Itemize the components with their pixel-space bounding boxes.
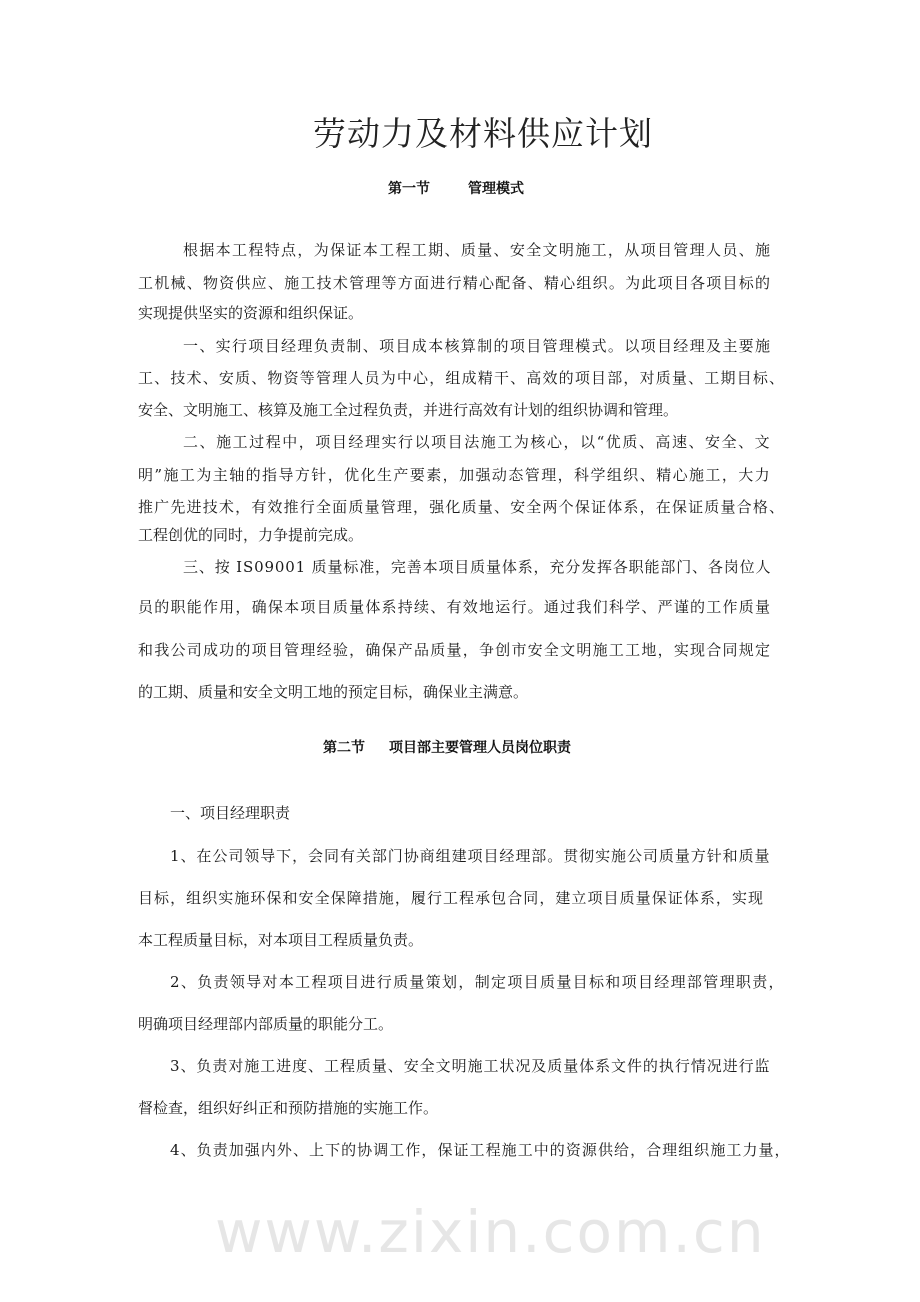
- paragraph-line: 本工程质量目标，对本项目工程质量负责。: [138, 931, 424, 949]
- paragraph-line: 1、在公司领导下，会同有关部门协商组建项目经理部。贯彻实施公司质量方针和质量: [170, 847, 771, 865]
- section-2-number: 第二节: [323, 740, 365, 756]
- paragraph-line: 员的职能作用，确保本项目质量体系持续、有效地运行。通过我们科学、严谨的工作质量: [138, 598, 772, 616]
- paragraph-line: 工机械、物资供应、施工技术管理等方面进行精心配备、精心组织。为此项目各项目标的: [138, 274, 772, 292]
- paragraph-line: 工程创优的同时，力争提前完成。: [138, 526, 364, 544]
- paragraph-line: 目标，组织实施环保和安全保障措施，履行工程承包合同，建立项目质量保证体系，实现: [138, 889, 765, 907]
- paragraph-line: 安全、文明施工、核算及施工全过程负责，并进行高效有计划的组织协调和管理。: [138, 401, 679, 419]
- paragraph-line: 3、负责对施工进度、工程质量、安全文明施工状况及质量体系文件的执行情况进行监: [170, 1057, 771, 1075]
- paragraph-line: 工、技术、安质、物资等管理人员为中心，组成精干、高效的项目部，对质量、工期目标、: [138, 369, 786, 387]
- section-1-number: 第一节: [388, 181, 430, 197]
- section-1-title: 管理模式: [468, 181, 524, 197]
- paragraph-line: 推广先进技术，有效推行全面质量管理，强化质量、安全两个保证体系，在保证质量合格、: [138, 498, 786, 516]
- paragraph-line: 的工期、质量和安全文明工地的预定目标，确保业主满意。: [138, 683, 529, 701]
- document-title: 劳动力及材料供应计划: [313, 114, 653, 153]
- paragraph-line: 三、按 IS09001 质量标准，完善本项目质量体系，充分发挥各职能部门、各岗位人: [183, 558, 772, 576]
- paragraph-line: 明确项目经理部内部质量的职能分工。: [138, 1015, 394, 1033]
- paragraph-line: 实现提供坚实的资源和组织保证。: [138, 304, 364, 322]
- paragraph-line: 4、负责加强内外、上下的协调工作，保证工程施工中的资源供给，合理组织施工力量，: [170, 1141, 791, 1159]
- section-2-title: 项目部主要管理人员岗位职责: [389, 740, 571, 756]
- subheading: 一、项目经理职责: [170, 804, 291, 822]
- watermark: www.zixin.com.cn: [215, 1198, 766, 1266]
- paragraph-line: 和我公司成功的项目管理经验，确保产品质量，争创市安全文明施工工地，实现合同规定: [138, 641, 772, 659]
- paragraph-line: 根据本工程特点，为保证本工程工期、质量、安全文明施工，从项目管理人员、施: [183, 241, 772, 259]
- paragraph-line: 明”施工为主轴的指导方针，优化生产要素，加强动态管理，科学组织、精心施工，大力: [138, 466, 772, 484]
- paragraph-line: 督检查，组织好纠正和预防措施的实施工作。: [138, 1099, 439, 1117]
- paragraph-line: 2、负责领导对本工程项目进行质量策划，制定项目质量目标和项目经理部管理职责，: [170, 973, 785, 991]
- paragraph-line: 一、实行项目经理负责制、项目成本核算制的项目管理模式。以项目经理及主要施: [183, 337, 772, 355]
- paragraph-line: 二、施工过程中，项目经理实行以项目法施工为核心，以“优质、高速、安全、文: [183, 433, 772, 451]
